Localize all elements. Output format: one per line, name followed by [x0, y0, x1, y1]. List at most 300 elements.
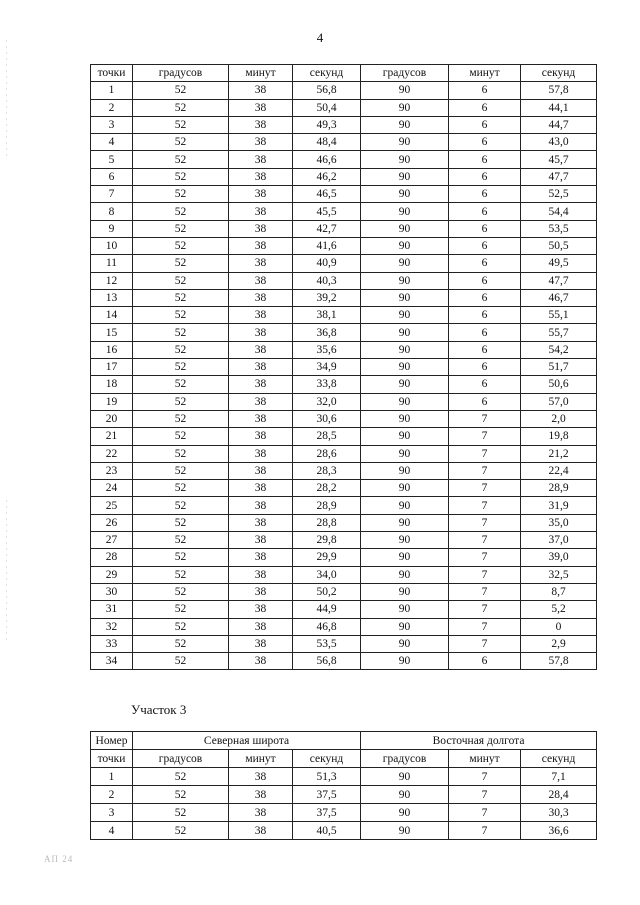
table-cell: 57,8	[521, 82, 597, 99]
table-body	[91, 768, 597, 840]
table-cell: 6	[449, 220, 521, 237]
table-cell: 52	[133, 428, 229, 445]
latitude-group-header: Северная широта	[133, 732, 361, 750]
table-cell: 38	[229, 549, 293, 566]
table-cell: 57,8	[521, 653, 597, 670]
table-cell: 38	[229, 514, 293, 531]
table-cell: 4	[91, 134, 133, 151]
table-cell: 44,7	[521, 116, 597, 133]
table-cell: 19	[91, 393, 133, 410]
table-cell: 52	[133, 220, 229, 237]
table-row	[91, 822, 597, 840]
table-cell: 90	[361, 341, 449, 358]
table-cell: 38	[229, 359, 293, 376]
table-cell: 55,1	[521, 307, 597, 324]
table-cell: 28,9	[521, 480, 597, 497]
table-cell: 30,6	[293, 410, 361, 427]
table-cell: 38	[229, 134, 293, 151]
table-cell: 34,0	[293, 566, 361, 583]
table-cell: 52	[133, 341, 229, 358]
table-cell: 7	[449, 822, 521, 840]
table-cell: 90	[361, 601, 449, 618]
table-cell: 52	[133, 445, 229, 462]
table-cell: 28	[91, 549, 133, 566]
table-cell: 52	[133, 237, 229, 254]
table-row	[91, 359, 597, 376]
table-cell: 6	[449, 376, 521, 393]
table-cell: 90	[361, 445, 449, 462]
table-cell: 6	[449, 324, 521, 341]
table-cell: 52	[133, 583, 229, 600]
table-cell: 52	[133, 116, 229, 133]
table-row	[91, 237, 597, 254]
table-cell: 7	[91, 186, 133, 203]
table-row	[91, 635, 597, 652]
table-cell: 7	[449, 462, 521, 479]
table-cell: 31,9	[521, 497, 597, 514]
table-cell: 6	[449, 359, 521, 376]
table-row	[91, 151, 597, 168]
table-cell: 90	[361, 324, 449, 341]
table-cell: 90	[361, 82, 449, 99]
column-header: градусов	[361, 750, 449, 768]
table-row	[91, 532, 597, 549]
table-cell: 46,7	[521, 289, 597, 306]
table-cell: 37,0	[521, 532, 597, 549]
column-header: минут	[449, 750, 521, 768]
table-cell: 6	[449, 203, 521, 220]
table-cell: 5	[91, 151, 133, 168]
column-header: минут	[449, 65, 521, 82]
table-row	[91, 99, 597, 116]
section-title: Участок 3	[131, 702, 187, 717]
table-cell: 90	[361, 186, 449, 203]
table-cell: 38	[229, 376, 293, 393]
coordinates-table-continued	[90, 64, 597, 670]
table-cell: 38	[229, 151, 293, 168]
table-cell: 90	[361, 428, 449, 445]
table-cell: 55,7	[521, 324, 597, 341]
table-cell: 38	[229, 237, 293, 254]
table-cell: 22,4	[521, 462, 597, 479]
table-cell: 38,1	[293, 307, 361, 324]
table-header	[91, 65, 597, 82]
table-cell: 28,5	[293, 428, 361, 445]
table-cell: 38	[229, 428, 293, 445]
table-cell: 52	[133, 289, 229, 306]
table-cell: 38	[229, 786, 293, 804]
table-cell: 90	[361, 393, 449, 410]
table-cell: 90	[361, 653, 449, 670]
table-cell: 90	[361, 203, 449, 220]
table-cell: 35,6	[293, 341, 361, 358]
table-cell: 26	[91, 514, 133, 531]
table-cell: 6	[91, 168, 133, 185]
table-row	[91, 583, 597, 600]
table-cell: 52	[133, 134, 229, 151]
table-cell: 50,5	[521, 237, 597, 254]
column-header: секунд	[293, 750, 361, 768]
table-cell: 90	[361, 289, 449, 306]
table-cell: 52	[133, 532, 229, 549]
table-cell: 6	[449, 255, 521, 272]
table-cell: 11	[91, 255, 133, 272]
table-cell: 24	[91, 480, 133, 497]
table-cell: 21,2	[521, 445, 597, 462]
table-cell: 90	[361, 272, 449, 289]
table-cell: 18	[91, 376, 133, 393]
table-cell: 28,3	[293, 462, 361, 479]
table-cell: 90	[361, 566, 449, 583]
column-header: точки	[91, 65, 133, 82]
table-cell: 38	[229, 116, 293, 133]
table-cell: 56,8	[293, 653, 361, 670]
table-row	[91, 116, 597, 133]
table-cell: 36,6	[521, 822, 597, 840]
table-cell: 38	[229, 768, 293, 786]
table-cell: 38	[229, 255, 293, 272]
table-cell: 90	[361, 583, 449, 600]
table-cell: 90	[361, 359, 449, 376]
table-cell: 7	[449, 497, 521, 514]
table-cell: 38	[229, 635, 293, 652]
table-cell: 90	[361, 768, 449, 786]
table-cell: 54,2	[521, 341, 597, 358]
table-cell: 6	[449, 393, 521, 410]
table-row	[91, 786, 597, 804]
table-row	[91, 168, 597, 185]
table-cell: 46,2	[293, 168, 361, 185]
table-cell: 90	[361, 480, 449, 497]
table-cell: 7	[449, 532, 521, 549]
table-cell: 7	[449, 635, 521, 652]
table-cell: 52	[133, 804, 229, 822]
table-cell: 31	[91, 601, 133, 618]
table-cell: 38	[229, 324, 293, 341]
table-cell: 38	[229, 618, 293, 635]
table-cell: 38	[229, 272, 293, 289]
table-cell: 52	[133, 272, 229, 289]
table-cell: 6	[449, 341, 521, 358]
table-cell: 90	[361, 532, 449, 549]
table-cell: 38	[229, 566, 293, 583]
table-cell: 10	[91, 237, 133, 254]
table-cell: 90	[361, 220, 449, 237]
table-cell: 52	[133, 393, 229, 410]
table-cell: 90	[361, 497, 449, 514]
table-cell: 30,3	[521, 804, 597, 822]
table-cell: 8,7	[521, 583, 597, 600]
table-row	[91, 393, 597, 410]
table-cell: 28,6	[293, 445, 361, 462]
table-cell: 46,8	[293, 618, 361, 635]
table-cell: 7	[449, 410, 521, 427]
table-cell: 41,6	[293, 237, 361, 254]
table-cell: 7	[449, 583, 521, 600]
table-row	[91, 653, 597, 670]
table-row	[91, 497, 597, 514]
table-cell: 14	[91, 307, 133, 324]
table-cell: 52	[133, 307, 229, 324]
table-row	[91, 82, 597, 99]
table-row	[91, 376, 597, 393]
table-cell: 38	[229, 822, 293, 840]
table-cell: 52	[133, 514, 229, 531]
table-cell: 37,5	[293, 786, 361, 804]
table-cell: 1	[91, 768, 133, 786]
table-cell: 90	[361, 514, 449, 531]
table-cell: 12	[91, 272, 133, 289]
table-body	[91, 82, 597, 670]
table-cell: 7	[449, 618, 521, 635]
table-cell: 2,0	[521, 410, 597, 427]
table-cell: 29	[91, 566, 133, 583]
table-cell: 42,7	[293, 220, 361, 237]
table-cell: 90	[361, 410, 449, 427]
table-row	[91, 514, 597, 531]
table-cell: 29,8	[293, 532, 361, 549]
table-cell: 7	[449, 514, 521, 531]
table-cell: 45,5	[293, 203, 361, 220]
table-cell: 46,6	[293, 151, 361, 168]
table-row	[91, 768, 597, 786]
table-cell: 19,8	[521, 428, 597, 445]
table-cell: 32,5	[521, 566, 597, 583]
table-cell: 32,0	[293, 393, 361, 410]
table-cell: 15	[91, 324, 133, 341]
table-cell: 90	[361, 255, 449, 272]
table-cell: 7	[449, 480, 521, 497]
table-cell: 50,2	[293, 583, 361, 600]
table-cell: 44,9	[293, 601, 361, 618]
table-cell: 6	[449, 134, 521, 151]
table-cell: 22	[91, 445, 133, 462]
table-cell: 52	[133, 324, 229, 341]
table-row	[91, 134, 597, 151]
table-cell: 28,9	[293, 497, 361, 514]
column-header: градусов	[133, 65, 229, 82]
table-cell: 52	[133, 635, 229, 652]
table-cell: 7	[449, 804, 521, 822]
table-cell: 17	[91, 359, 133, 376]
table-cell: 6	[449, 653, 521, 670]
scan-edge-mark	[6, 500, 7, 640]
table-cell: 7	[449, 768, 521, 786]
table-cell: 90	[361, 822, 449, 840]
table-cell: 52	[133, 186, 229, 203]
column-header: секунд	[521, 750, 597, 768]
table-cell: 38	[229, 601, 293, 618]
table-cell: 3	[91, 116, 133, 133]
table-cell: 90	[361, 151, 449, 168]
table-cell: 28,8	[293, 514, 361, 531]
table-cell: 34	[91, 653, 133, 670]
table-cell: 52	[133, 618, 229, 635]
table-cell: 52	[133, 99, 229, 116]
table-cell: 90	[361, 134, 449, 151]
table-cell: 44,1	[521, 99, 597, 116]
table-cell: 90	[361, 786, 449, 804]
table-cell: 0	[521, 618, 597, 635]
table-cell: 52,5	[521, 186, 597, 203]
table-cell: 51,3	[293, 768, 361, 786]
table-cell: 90	[361, 168, 449, 185]
table-cell: 52	[133, 786, 229, 804]
table-cell: 38	[229, 497, 293, 514]
table-row	[91, 289, 597, 306]
table-cell: 6	[449, 237, 521, 254]
page-number: 4	[316, 30, 324, 45]
table-cell: 27	[91, 532, 133, 549]
table-cell: 38	[229, 653, 293, 670]
column-header: секунд	[521, 65, 597, 82]
table-cell: 90	[361, 116, 449, 133]
table-cell: 57,0	[521, 393, 597, 410]
table-row	[91, 804, 597, 822]
table-cell: 90	[361, 635, 449, 652]
table-cell: 38	[229, 445, 293, 462]
number-header-bottom: точки	[91, 750, 133, 768]
table-row	[91, 410, 597, 427]
table-cell: 6	[449, 151, 521, 168]
table-row	[91, 566, 597, 583]
table-row	[91, 601, 597, 618]
table-cell: 56,8	[293, 82, 361, 99]
table-cell: 52	[133, 203, 229, 220]
table-cell: 38	[229, 393, 293, 410]
table-cell: 52	[133, 566, 229, 583]
table-cell: 21	[91, 428, 133, 445]
table-row	[91, 220, 597, 237]
table-cell: 34,9	[293, 359, 361, 376]
table-cell: 7,1	[521, 768, 597, 786]
column-header: минут	[229, 750, 293, 768]
table-cell: 48,4	[293, 134, 361, 151]
table-cell: 9	[91, 220, 133, 237]
table-cell: 52	[133, 497, 229, 514]
table-cell: 16	[91, 341, 133, 358]
table-cell: 49,3	[293, 116, 361, 133]
table-cell: 47,7	[521, 168, 597, 185]
table-cell: 5,2	[521, 601, 597, 618]
header-row	[91, 65, 597, 82]
table-row	[91, 618, 597, 635]
table-cell: 7	[449, 445, 521, 462]
column-header: секунд	[293, 65, 361, 82]
table-cell: 6	[449, 168, 521, 185]
table-cell: 38	[229, 82, 293, 99]
table-header	[91, 732, 597, 768]
longitude-group-header: Восточная долгота	[361, 732, 597, 750]
table-cell: 37,5	[293, 804, 361, 822]
table-cell: 52	[133, 601, 229, 618]
table-cell: 49,5	[521, 255, 597, 272]
table-cell: 1	[91, 82, 133, 99]
table-row	[91, 428, 597, 445]
table-cell: 32	[91, 618, 133, 635]
table-cell: 6	[449, 82, 521, 99]
table-cell: 40,9	[293, 255, 361, 272]
table-cell: 40,5	[293, 822, 361, 840]
table-cell: 6	[449, 289, 521, 306]
table-row	[91, 307, 597, 324]
table-row	[91, 255, 597, 272]
table-cell: 7	[449, 428, 521, 445]
table-cell: 53,5	[293, 635, 361, 652]
table-cell: 90	[361, 618, 449, 635]
table-cell: 52	[133, 255, 229, 272]
table-cell: 38	[229, 532, 293, 549]
table-row	[91, 203, 597, 220]
table-cell: 7	[449, 549, 521, 566]
table-cell: 20	[91, 410, 133, 427]
table-cell: 38	[229, 462, 293, 479]
table-cell: 52	[133, 376, 229, 393]
table-cell: 7	[449, 786, 521, 804]
table-cell: 52	[133, 653, 229, 670]
table-row	[91, 341, 597, 358]
table-cell: 52	[133, 151, 229, 168]
table-cell: 29,9	[293, 549, 361, 566]
sub-header-row	[91, 750, 597, 768]
table-cell: 52	[133, 549, 229, 566]
table-cell: 51,7	[521, 359, 597, 376]
table-cell: 38	[229, 410, 293, 427]
table-cell: 30	[91, 583, 133, 600]
table-cell: 38	[229, 186, 293, 203]
table-cell: 90	[361, 804, 449, 822]
table-cell: 52	[133, 480, 229, 497]
table-cell: 52	[133, 82, 229, 99]
column-header: градусов	[361, 65, 449, 82]
table-cell: 52	[133, 168, 229, 185]
column-header: минут	[229, 65, 293, 82]
table-cell: 38	[229, 168, 293, 185]
table-cell: 6	[449, 99, 521, 116]
table-cell: 13	[91, 289, 133, 306]
table-row	[91, 445, 597, 462]
table-cell: 38	[229, 220, 293, 237]
table-cell: 90	[361, 99, 449, 116]
table-cell: 50,4	[293, 99, 361, 116]
table-cell: 28,2	[293, 480, 361, 497]
table-cell: 38	[229, 99, 293, 116]
table-row	[91, 480, 597, 497]
table-cell: 40,3	[293, 272, 361, 289]
table-cell: 90	[361, 549, 449, 566]
table-cell: 33	[91, 635, 133, 652]
table-cell: 39,0	[521, 549, 597, 566]
table-cell: 38	[229, 480, 293, 497]
table-cell: 52	[133, 462, 229, 479]
table-cell: 6	[449, 307, 521, 324]
table-cell: 25	[91, 497, 133, 514]
group-header-row	[91, 732, 597, 750]
table-cell: 2	[91, 786, 133, 804]
table-cell: 38	[229, 203, 293, 220]
table-cell: 52	[133, 359, 229, 376]
table-cell: 90	[361, 307, 449, 324]
table-row	[91, 549, 597, 566]
table-row	[91, 272, 597, 289]
number-header: Номер	[91, 732, 133, 750]
table-cell: 90	[361, 376, 449, 393]
table-cell: 2,9	[521, 635, 597, 652]
table-cell: 8	[91, 203, 133, 220]
table-cell: 90	[361, 462, 449, 479]
table-cell: 28,4	[521, 786, 597, 804]
table-cell: 36,8	[293, 324, 361, 341]
